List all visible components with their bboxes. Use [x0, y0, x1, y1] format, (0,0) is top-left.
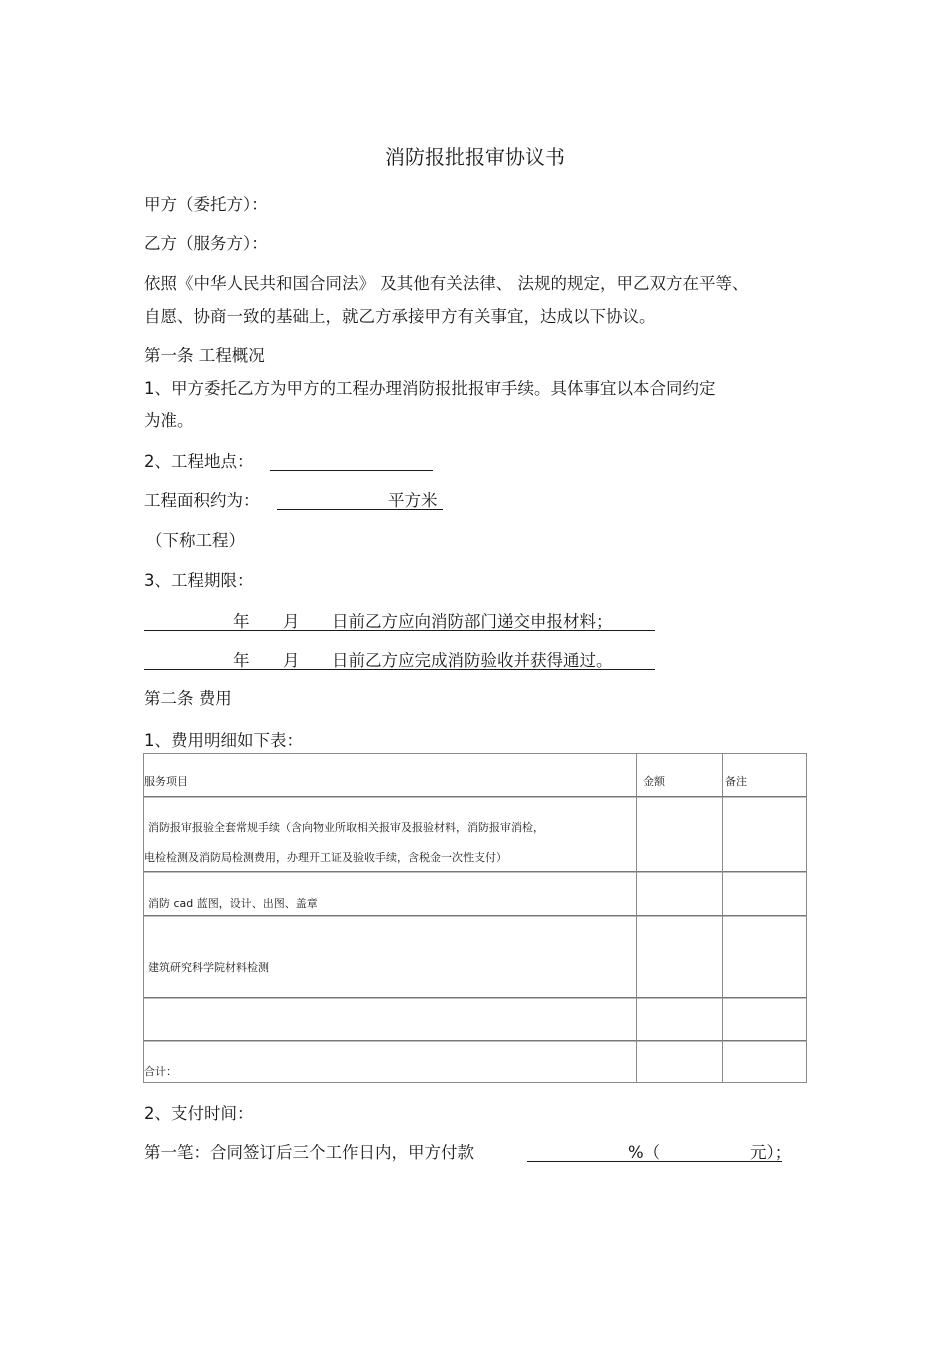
- payment-time-label: 2、支付时间：: [144, 1104, 254, 1123]
- page-title: 消防报批报审协议书: [385, 145, 565, 169]
- article-2-heading: 第二条 费用: [144, 689, 232, 708]
- party-a-label: 甲方（委托方）：: [144, 195, 268, 214]
- article-1-heading: 第一条 工程概况: [144, 346, 265, 365]
- table-border-right: [806, 753, 807, 1083]
- deadline-2-month: 月: [283, 651, 300, 670]
- table-row-divider: [143, 1040, 807, 1041]
- project-referred-note: （下称工程）: [146, 531, 245, 550]
- fee-table: [143, 753, 807, 1083]
- table-row-2-text: 消防 cad 蓝图，设计、出图、盖章: [148, 897, 318, 910]
- deadline-2-text: 日前乙方应完成消防验收并获得通过。: [332, 651, 613, 670]
- table-row-divider: [143, 871, 807, 872]
- table-row-divider: [143, 997, 807, 998]
- deadline-1-month: 月: [283, 612, 300, 631]
- table-row-divider: [143, 796, 807, 797]
- table-col-divider: [722, 753, 723, 1083]
- payment-1-amount-unit: 元）；: [750, 1143, 792, 1162]
- project-area-unit: 平方米: [388, 491, 438, 510]
- intro-line-2: 自愿、协商一致的基础上，就乙方承接甲方有关事宜，达成以下协议。: [144, 307, 656, 326]
- table-row-1-line-1: 消防报审报验全套常规手续（含向物业所取相关报审及报验材料，消防报审消检，: [148, 821, 544, 834]
- header-service-item: 服务项目: [144, 775, 188, 788]
- intro-line-1: 依照《中华人民共和国合同法》 及其他有关法律、 法规的规定，甲乙双方在平等、: [144, 274, 749, 293]
- table-total-label: 合计：: [144, 1065, 177, 1078]
- party-b-label: 乙方（服务方）：: [144, 234, 268, 253]
- project-deadline-label: 3、工程期限：: [144, 571, 254, 590]
- header-amount: 金额: [643, 775, 665, 788]
- payment-1-label: 第一笔：合同签订后三个工作日内，甲方付款: [144, 1143, 474, 1162]
- table-row-divider: [143, 915, 807, 916]
- article-1-item-1-line-2: 为准。: [144, 411, 194, 430]
- deadline-2-year: 年: [233, 651, 250, 670]
- table-row-1-line-2: 电检检测及消防局检测费用，办理开工证及验收手续，含税金一次性支付）: [144, 851, 507, 864]
- project-location-label: 2、工程地点：: [144, 452, 254, 471]
- project-location-blank: [270, 452, 433, 471]
- table-row-3-text: 建筑研究科学院材料检测: [148, 961, 269, 974]
- article-1-item-1-line-1: 1、甲方委托乙方为甲方的工程办理消防报批报审手续。具体事宜以本合同约定: [144, 379, 716, 398]
- payment-1-percent: %（: [628, 1143, 661, 1162]
- deadline-1-text: 日前乙方应向消防部门递交申报材料；: [332, 612, 613, 631]
- header-remarks: 备注: [725, 775, 747, 788]
- table-border-left: [143, 753, 144, 1083]
- table-col-divider: [636, 753, 637, 1083]
- project-area-label: 工程面积约为：: [144, 491, 260, 510]
- table-border-bottom: [143, 1082, 807, 1083]
- fee-detail-label: 1、费用明细如下表：: [144, 731, 303, 750]
- deadline-1-year: 年: [233, 612, 250, 631]
- table-border-top: [143, 753, 807, 754]
